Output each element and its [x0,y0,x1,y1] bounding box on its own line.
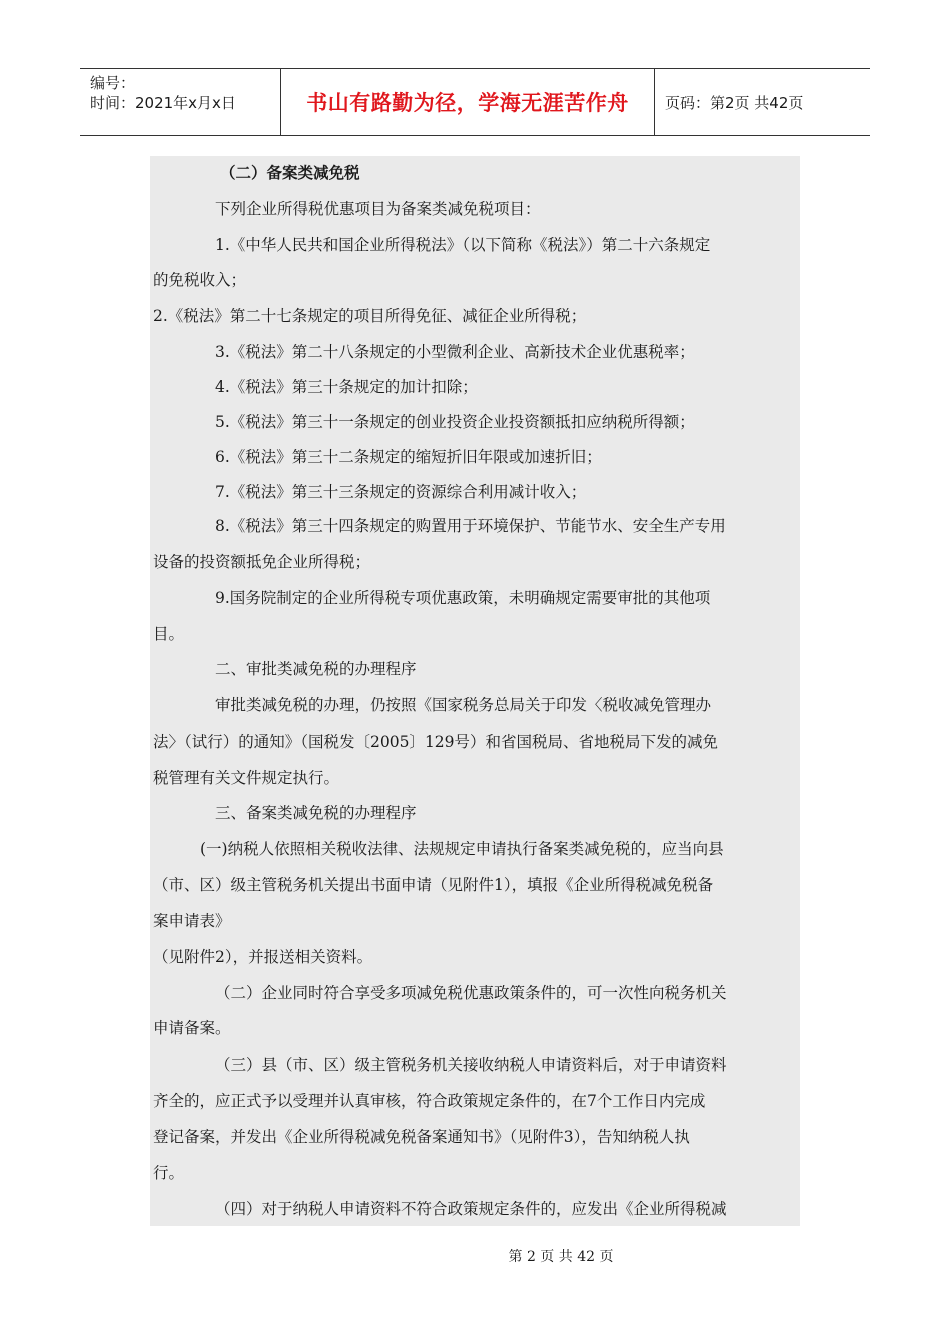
section-heading: 二、审批类减免税的办理程序 [215,660,417,678]
section-heading: 三、备案类减免税的办理程序 [215,804,417,822]
paragraph-line: （市、区）级主管税务机关提出书面申请（见附件1），填报《企业所得税减免税备 [153,876,714,894]
page-header [80,68,870,136]
paragraph-line: （二）企业同时符合享受多项减免税优惠政策条件的，可一次性向税务机关 [215,984,727,1002]
paragraph-line: 齐全的，应正式予以受理并认真审核，符合政策规定条件的，在7个工作日内完成 [153,1092,706,1110]
paragraph-line: (一)纳税人依照相关税收法律、法规规定申请执行备案类减免税的，应当向县 [200,840,724,858]
list-item: 4.《税法》第三十条规定的加计扣除； [215,378,478,396]
document-body [150,156,800,1226]
list-item: 9.国务院制定的企业所得税专项优惠政策，未明确规定需要审批的其他项 [215,589,711,607]
page-footer: 第 2 页 共 42 页 [508,1249,614,1265]
list-item: 3.《税法》第二十八条规定的小型微利企业、高新技术企业优惠税率； [215,343,695,361]
list-item-continuation: 的免税收入； [153,271,247,289]
paragraph-line: （四）对于纳税人申请资料不符合政策规定条件的，应发出《企业所得税减 [215,1200,727,1218]
document-number-label: 编号： [90,74,136,92]
paragraph-line: 税管理有关文件规定执行。 [153,769,340,787]
list-item-continuation: 目。 [153,625,185,643]
list-item-continuation: 设备的投资额抵免企业所得税； [153,553,371,571]
header-meta-cell [80,69,281,135]
list-item: 5.《税法》第三十一条规定的创业投资企业投资额抵扣应纳税所得额； [215,413,695,431]
paragraph-line: 登记备案，并发出《企业所得税减免税备案通知书》（见附件3），告知纳税人执 [153,1128,690,1146]
paragraph-line: 申请备案。 [153,1019,231,1037]
paragraph-line: 下列企业所得税优惠项目为备案类减免税项目： [215,200,541,218]
header-page-info: 页码：第2页 共42页 [665,93,804,112]
paragraph-line: 法〉（试行）的通知》（国税发〔2005〕129号）和省国税局、省地税局下发的减免 [153,733,719,751]
header-motto: 书山有路勤为径，学海无涯苦作舟 [281,69,655,135]
paragraph-line: 审批类减免税的办理，仍按照《国家税务总局关于印发〈税收减免管理办 [215,696,712,714]
paragraph-line: （三）县（市、区）级主管税务机关接收纳税人申请资料后，对于申请资料 [215,1056,727,1074]
document-date: 时间：2021年x月x日 [90,94,236,112]
list-item: 1.《中华人民共和国企业所得税法》（以下简称《税法》）第二十六条规定 [215,236,711,254]
paragraph-line: 案申请表》 [153,912,231,930]
paragraph-line: （见附件2），并报送相关资料。 [153,948,373,966]
list-item: 8.《税法》第三十四条规定的购置用于环境保护、节能节水、安全生产专用 [215,517,726,535]
section-heading: （二）备案类减免税 [220,163,360,182]
list-item: 6.《税法》第三十二条规定的缩短折旧年限或加速折旧； [215,448,602,466]
list-item: 2.《税法》第二十七条规定的项目所得免征、减征企业所得税； [153,307,587,325]
paragraph-line: 行。 [153,1164,185,1182]
list-item: 7.《税法》第三十三条规定的资源综合利用减计收入； [215,483,587,501]
